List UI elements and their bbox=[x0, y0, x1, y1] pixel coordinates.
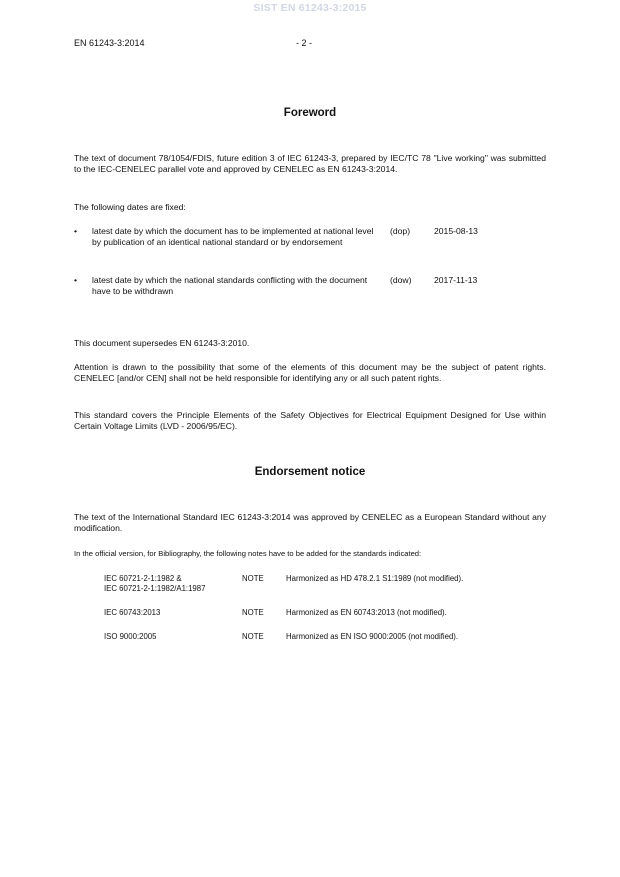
bullet-marker: • bbox=[74, 226, 78, 236]
note-label: NOTE bbox=[242, 632, 264, 641]
date-item-text: latest date by which the national standards conflicting with the document have to be withdrawn bbox=[92, 275, 368, 296]
foreword-title: Foreword bbox=[283, 107, 337, 119]
page-number: - 2 - bbox=[296, 38, 313, 48]
note-standard bbox=[104, 608, 244, 618]
date-item-date: 2017-11-13 bbox=[434, 275, 478, 285]
endorsement-title: Endorsement notice bbox=[254, 466, 366, 478]
note-text: Harmonized as EN ISO 9000:2005 (not modified). bbox=[286, 632, 459, 641]
patent-paragraph: Attention is drawn to the possibility that some of the elements of this document may be the subject of patent rights. CENELEC [and/or CEN] shall not be held responsible for identifying any or all such patent rights. bbox=[74, 362, 546, 383]
note-standard-line: ISO 9000:2005 bbox=[104, 632, 157, 641]
note-standard bbox=[104, 574, 244, 593]
note-label: NOTE bbox=[242, 608, 264, 617]
watermark: SIST EN 61243-3:2015 bbox=[253, 2, 367, 14]
bullet-marker: • bbox=[74, 275, 78, 285]
dates-intro: The following dates are fixed: bbox=[74, 202, 186, 212]
date-item-text: latest date by which the document has to be implemented at national level by publication of an identical national standard or by endorsement bbox=[92, 226, 374, 247]
note-standard-line: IEC 60721-2-1:1982/A1:1987 bbox=[104, 583, 206, 593]
note-label: NOTE bbox=[242, 574, 264, 583]
note-standard-line: IEC 60721-2-1:1982 & bbox=[104, 574, 182, 583]
note-standard-line: IEC 60743:2013 bbox=[104, 608, 161, 617]
bibliography-intro: In the official version, for Bibliography, the following notes have to be added for the standards indicated: bbox=[74, 549, 422, 558]
note-text: Harmonized as EN 60743:2013 (not modified). bbox=[286, 608, 447, 617]
header-doc-id: EN 61243-3:2014 bbox=[74, 38, 145, 48]
supersedes-paragraph: This document supersedes EN 61243-3:2010. bbox=[74, 338, 250, 348]
endorsement-paragraph: The text of the International Standard IEC 61243-3:2014 was approved by CENELEC as a European Standard without any modification. bbox=[74, 512, 546, 533]
lvd-paragraph: This standard covers the Principle Elements of the Safety Objectives for Electrical Equipment Designed for Use within Certain Voltage Limits (LVD - 2006/95/EC). bbox=[74, 410, 546, 431]
note-text: Harmonized as HD 478.2.1 S1:1989 (not modified). bbox=[286, 574, 464, 583]
date-item-date: 2015-08-13 bbox=[434, 226, 478, 236]
foreword-paragraph: The text of document 78/1054/FDIS, future edition 3 of IEC 61243-3, prepared by IEC/TC 78 "Live working" was submitted to the IEC-CENELEC parallel vote and approved by CENELEC as EN 61243-3:2014. bbox=[74, 153, 546, 174]
date-item-code: (dow) bbox=[390, 275, 412, 285]
note-standard bbox=[104, 632, 244, 642]
date-item-code: (dop) bbox=[390, 226, 411, 236]
